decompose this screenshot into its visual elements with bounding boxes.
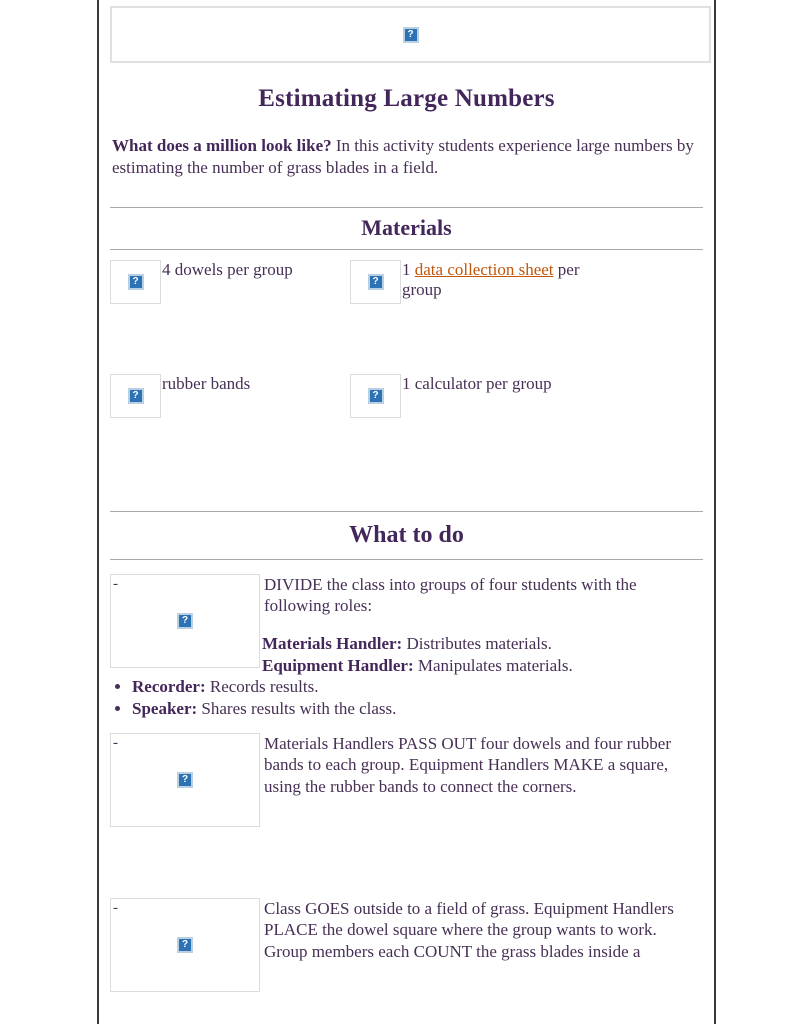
step-image-box xyxy=(110,733,260,827)
materials-grid xyxy=(110,255,703,483)
step-image-alt-text: - xyxy=(113,899,118,916)
material-text-after: per group xyxy=(402,259,580,300)
material-image-box xyxy=(350,260,401,304)
role-desc: Distributes materials. xyxy=(402,634,552,654)
broken-image-icon[interactable]: ? xyxy=(128,274,144,290)
step-text: DIVIDE the class into groups of four students with the following roles: xyxy=(264,574,637,615)
material-label xyxy=(401,260,607,301)
step-image-box xyxy=(110,574,260,668)
material-item-calculator xyxy=(350,369,703,483)
role-desc: Shares results with the class. xyxy=(197,698,397,718)
material-label xyxy=(161,260,293,281)
broken-image-icon[interactable]: ? xyxy=(128,388,144,404)
intro-paragraph xyxy=(112,135,701,179)
role-name: Materials Handler: xyxy=(262,634,403,654)
section-heading-what-to-do: What to do xyxy=(110,511,703,560)
role-name: Speaker: xyxy=(132,698,198,718)
list-item xyxy=(132,698,703,719)
material-text: 4 dowels per group xyxy=(162,259,293,279)
broken-image-icon[interactable]: ? xyxy=(177,613,193,629)
material-item-rubber-bands xyxy=(110,369,350,483)
broken-image-icon[interactable]: ? xyxy=(177,937,193,953)
intro-lead: What does a million look like? xyxy=(112,136,332,155)
intro-rest: In this activity students experience large numbers by estimating the number of grass blades in a field. xyxy=(112,136,694,177)
page-frame xyxy=(97,0,716,1024)
material-label xyxy=(161,374,250,395)
page-content xyxy=(99,0,714,1024)
material-image-box xyxy=(350,374,401,418)
step-item xyxy=(110,898,703,992)
spacer xyxy=(110,827,703,884)
banner-image-box xyxy=(110,6,711,63)
step-image-alt-text: - xyxy=(113,575,118,592)
page-title: Estimating Large Numbers xyxy=(258,85,555,112)
material-text-before: 1 xyxy=(402,259,415,279)
broken-image-icon[interactable]: ? xyxy=(368,388,384,404)
step-image-alt-text: - xyxy=(113,734,118,751)
material-text: rubber bands xyxy=(162,373,251,393)
role-name: Equipment Handler: xyxy=(262,655,414,675)
step-text: Class GOES outside to a field of grass. Equipment Handlers PLACE the dowel square where the group wants to work. Group members each COUNT the grass blades inside a xyxy=(264,898,674,961)
material-label xyxy=(401,374,552,395)
role-desc: Manipulates materials. xyxy=(413,655,573,675)
broken-image-icon[interactable]: ? xyxy=(177,772,193,788)
broken-image-icon[interactable]: ? xyxy=(368,274,384,290)
list-item xyxy=(132,676,703,697)
role-desc: Records results. xyxy=(205,677,319,697)
step-item xyxy=(110,574,703,719)
broken-image-icon[interactable]: ? xyxy=(403,27,419,43)
step-text: Materials Handlers PASS OUT four dowels and four rubber bands to each group. Equipment Handlers MAKE a square, using the rubber bands to connect the corners. xyxy=(264,733,671,796)
data-collection-sheet-link[interactable]: data collection sheet xyxy=(414,259,554,279)
role-name: Recorder: xyxy=(132,677,206,697)
material-image-box xyxy=(110,374,161,418)
material-item-data-sheet xyxy=(350,255,703,369)
step-item xyxy=(110,733,703,827)
material-image-box xyxy=(110,260,161,304)
step-image-box xyxy=(110,898,260,992)
material-item-dowels xyxy=(110,255,350,369)
material-text: 1 calculator per group xyxy=(402,373,552,393)
section-heading-materials: Materials xyxy=(110,207,703,250)
